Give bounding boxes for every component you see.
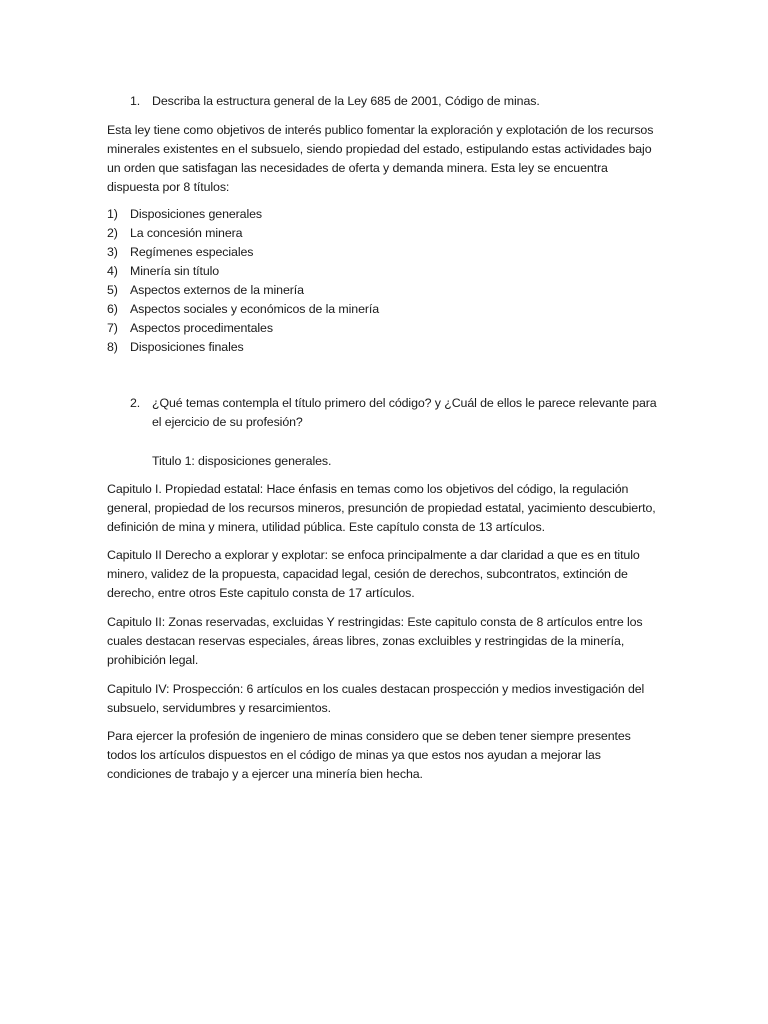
list-item bbox=[107, 224, 663, 243]
question-2-number: 2. bbox=[130, 396, 141, 410]
list-item bbox=[107, 338, 663, 357]
list-item-number: 8) bbox=[107, 340, 118, 354]
title-1-heading: Titulo 1: disposiciones generales. bbox=[152, 454, 332, 468]
list-item-number: 5) bbox=[107, 283, 118, 297]
list-item-text: Aspectos sociales y económicos de la minería bbox=[130, 302, 380, 316]
list-item-number: 1) bbox=[107, 207, 118, 221]
list-item bbox=[107, 300, 663, 319]
conclusion-paragraph: Para ejercer la profesión de ingeniero de minas considero que se deben tener siempre presentes todos los artículos dispuestos en el código de minas ya que estos nos ayudan a mejorar las condiciones de trabajo y a ejercer una minería bien hecha. bbox=[107, 729, 631, 781]
question-1-text: Describa la estructura general de la Ley 685 de 2001, Código de minas. bbox=[152, 94, 540, 108]
list-item-text: Disposiciones generales bbox=[130, 207, 263, 221]
list-item-number: 7) bbox=[107, 321, 118, 335]
titles-list bbox=[107, 205, 663, 357]
list-item-text: Regímenes especiales bbox=[130, 245, 254, 259]
list-item-number: 2) bbox=[107, 226, 118, 240]
question-1-number: 1. bbox=[130, 94, 141, 108]
list-item bbox=[107, 243, 663, 262]
intro-paragraph: Esta ley tiene como objetivos de interés publico fomentar la exploración y explotación de los recursos minerales existentes en el subsuelo, siendo propiedad del estado, estipulando estas actividades bajo un orden que satisfagan las necesidades de oferta y demanda minera. Esta ley se encuentra dispuesta por 8 títulos: bbox=[107, 123, 654, 194]
list-item bbox=[107, 319, 663, 338]
question-2-text: ¿Qué temas contempla el título primero del código? y ¿Cuál de ellos le parece relevante para el ejercicio de su profesión? bbox=[152, 396, 657, 429]
list-item-text: Minería sin título bbox=[130, 264, 220, 278]
chapter-3-paragraph: Capitulo II: Zonas reservadas, excluidas Y restringidas: Este capitulo consta de 8 artículos entre los cuales destacan reservas especiales, áreas libres, zonas excluibles y restringidas de la minería, prohibición legal. bbox=[107, 615, 643, 667]
chapter-2-paragraph: Capitulo II Derecho a explorar y explotar: se enfoca principalmente a dar claridad a que es en titulo minero, validez de la propuesta, capacidad legal, cesión de derechos, subcontratos, extinción de derecho, entre otros Este capitulo consta de 17 artículos. bbox=[107, 548, 640, 600]
chapter-4-paragraph: Capitulo IV: Prospección: 6 artículos en los cuales destacan prospección y medios investigación del subsuelo, servidumbres y resarcimientos. bbox=[107, 682, 645, 715]
list-item-number: 3) bbox=[107, 245, 118, 259]
list-item-text: La concesión minera bbox=[130, 226, 243, 240]
question-2 bbox=[130, 394, 660, 432]
list-item bbox=[107, 281, 663, 300]
chapter-1-paragraph: Capitulo I. Propiedad estatal: Hace énfasis en temas como los objetivos del código, la regulación general, propiedad de los recursos mineros, presunción de propiedad estatal, yacimiento descubierto, definición de mina y minera, utilidad pública. Este capítulo consta de 13 artículos. bbox=[107, 482, 656, 534]
list-item-number: 6) bbox=[107, 302, 118, 316]
list-item-text: Aspectos procedimentales bbox=[130, 321, 273, 335]
list-item bbox=[107, 205, 663, 224]
list-item-text: Disposiciones finales bbox=[130, 340, 244, 354]
list-item-text: Aspectos externos de la minería bbox=[130, 283, 304, 297]
question-1 bbox=[130, 92, 660, 111]
list-item bbox=[107, 262, 663, 281]
list-item-number: 4) bbox=[107, 264, 118, 278]
